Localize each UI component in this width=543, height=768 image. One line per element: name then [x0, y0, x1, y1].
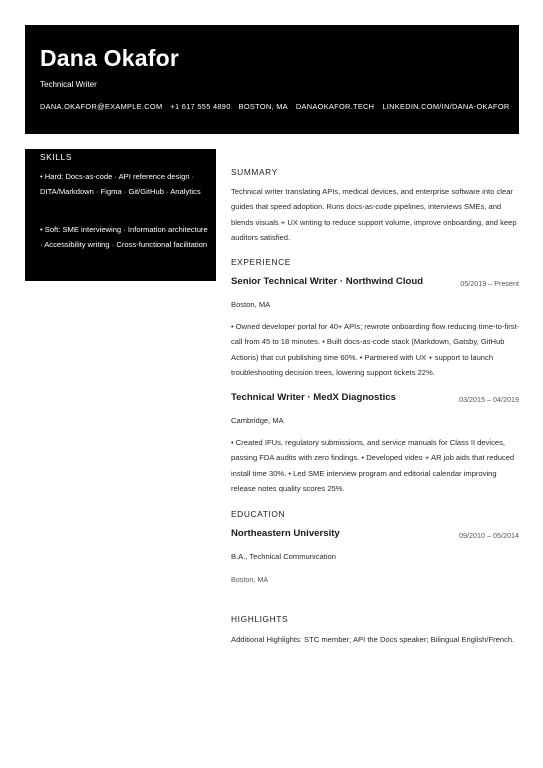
contact-linkedin[interactable]: LINKEDIN.COM/IN/DANA-OKAFOR [382, 102, 510, 111]
highlights-text: Additional Highlights: STC member; API the Docs speaker; Bilingual English/French. [231, 635, 515, 644]
contact-line [40, 102, 510, 111]
contact-website[interactable]: DANAOKAFOR.TECH [295, 102, 375, 111]
education-location: Boston, MA [231, 575, 269, 584]
job-location-1: Boston, MA [231, 300, 271, 309]
school-name: Northeastern University [231, 528, 340, 539]
skills-heading: SKILLS [40, 152, 73, 162]
job-details-1: • Owned developer portal for 40+ APIs; rewrote onboarding flow reducing time-to-first-call from 45 to 18 minutes. • Built docs-as-code stack (Markdown, Gatsby, GitHub Actions) that cut publishing time 60%. • Partnered with UX + support to launch troubleshooting decision trees, lowering support tickets 22%. [231, 322, 520, 378]
contact-phone: +1 617 555 4890 [170, 102, 231, 111]
candidate-name: Dana Okafor [40, 45, 179, 71]
job-title-2: Technical Writer · MedX Diagnostics [231, 392, 396, 403]
summary-text: Technical writer translating APIs, medical devices, and enterprise software into clear guides that speed adoption. Runs docs-as-code pipelines, interviews SMEs, and blends visuals + UX writing to reduce support volume, improve onboarding, and keep auditors satisfied. [231, 187, 517, 243]
job-location-2: Cambridge, MA [231, 416, 284, 425]
summary-heading: SUMMARY [231, 167, 278, 177]
highlights-heading: HIGHLIGHTS [231, 614, 289, 624]
job-details-2: • Created IFUs, regulatory submissions, and service manuals for Class II devices, passing FDA audits with zero findings. • Developed video + AR job aids that reduced install time 30%. • Led SME interview program and editorial calendar improving release notes quality scores 25%. [231, 438, 515, 494]
candidate-role: Technical Writer [40, 80, 97, 89]
education-heading: EDUCATION [231, 509, 286, 519]
degree: B.A., Technical Communication [231, 552, 336, 561]
contact-email[interactable]: DANA.OKAFOR@EXAMPLE.COM [40, 102, 163, 111]
skills-panel [25, 149, 216, 281]
job-dates-1: 05/2019 – Present [460, 279, 519, 288]
skills-soft: • Soft: SME interviewing · Information architecture · Accessibility writing · Cross-functional facilitation [40, 225, 208, 250]
job-dates-2: 03/2015 – 04/2019 [459, 395, 519, 404]
experience-heading: EXPERIENCE [231, 257, 291, 267]
contact-location: BOSTON, MA [238, 102, 288, 111]
job-title-1: Senior Technical Writer · Northwind Cloud [231, 276, 424, 287]
skills-hard: • Hard: Docs-as-code · API reference design · DITA/Markdown · Figma · Git/GitHub · Analytics [40, 172, 201, 197]
resume-header [25, 25, 519, 134]
education-dates: 09/2010 – 05/2014 [459, 531, 519, 540]
